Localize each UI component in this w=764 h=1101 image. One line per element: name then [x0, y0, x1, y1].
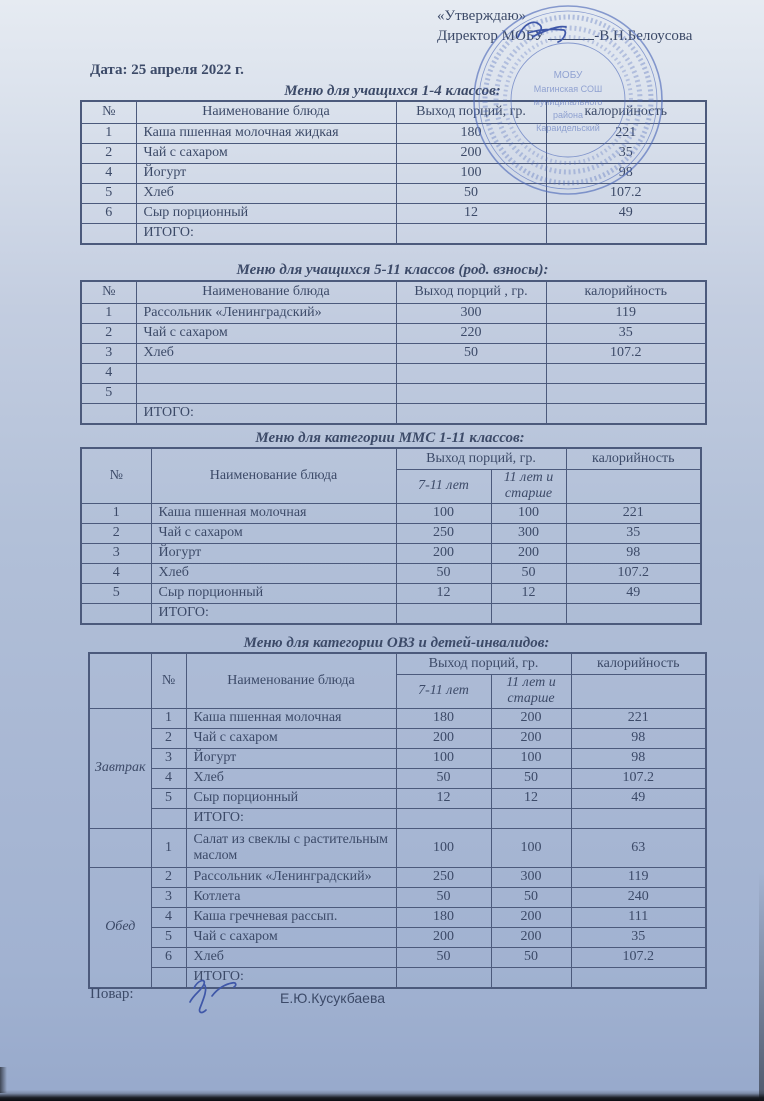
table-row: [81, 503, 701, 523]
table-cell: [546, 223, 706, 244]
dish-name-cell: Чай с сахаром: [186, 728, 396, 748]
table-cell: [571, 967, 706, 988]
col-header-out: Выход порций , гр.: [396, 281, 546, 303]
dish-name-cell: Чай с сахаром: [186, 927, 396, 947]
dish-name-cell: Йогурт: [136, 163, 396, 183]
col-header-out: Выход порций, гр.: [396, 101, 546, 123]
dish-name-cell: Каша пшенная молочная: [151, 503, 396, 523]
table-cell: 240: [571, 887, 706, 907]
table-cell: 200: [396, 543, 491, 563]
table-cell: 50: [396, 947, 491, 967]
table-cell: 12: [396, 203, 546, 223]
col-subheader-age2: 11 лет и старше: [491, 674, 571, 708]
table-cell: 107.2: [571, 947, 706, 967]
table-cell: 200: [491, 907, 571, 927]
dish-name-cell: Салат из свеклы с растительным маслом: [186, 828, 396, 867]
table-cell: 50: [396, 768, 491, 788]
table-cell: 200: [396, 143, 546, 163]
table-cell: 35: [546, 323, 706, 343]
table-cell: [396, 363, 546, 383]
stamp-line-5: Караидельский: [536, 123, 600, 133]
table-row: [81, 303, 706, 323]
dish-name-cell: [136, 363, 396, 383]
table-cell: [546, 403, 706, 424]
table-cell: 200: [491, 728, 571, 748]
table-row: [81, 523, 701, 543]
col-header-cal: калорийность: [546, 101, 706, 123]
menu3-title: Меню для категории ММС 1-11 классов:: [255, 430, 525, 446]
table-header-row: [81, 281, 706, 303]
director-label: Директор МОБУ: [437, 28, 545, 44]
dish-name-cell: Котлета: [186, 887, 396, 907]
stamp-line-1: МОБУ: [553, 70, 583, 81]
menu2-title: Меню для учащихся 5-11 классов (род. взносы):: [236, 262, 549, 278]
table-cell: 220: [396, 323, 546, 343]
table-cell: 300: [396, 303, 546, 323]
table-row: [81, 323, 706, 343]
table-cell: 50: [491, 563, 566, 583]
table-cell: 200: [396, 927, 491, 947]
col-header-name: Наименование блюда: [186, 653, 396, 708]
dish-name-cell: Йогурт: [151, 543, 396, 563]
approval-quote: «Утверждаю»: [437, 8, 527, 24]
col-header-name: Наименование блюда: [151, 448, 396, 503]
table-cell: 4: [81, 163, 136, 183]
table-cell: [571, 808, 706, 828]
table-cell: 221: [546, 123, 706, 143]
table-cell: 35: [566, 523, 701, 543]
dish-name-cell: Рассольник «Ленинградский»: [186, 867, 396, 887]
table-cell: 4: [81, 363, 136, 383]
table-row: [89, 927, 706, 947]
table-cell: [396, 223, 546, 244]
table-cell: 5: [81, 583, 151, 603]
table-cell: 200: [491, 543, 566, 563]
table-cell: 180: [396, 708, 491, 728]
table-cell: 111: [571, 907, 706, 927]
col-header-cal: калорийность: [571, 653, 706, 674]
stamp-line-3: муниципального: [533, 97, 603, 107]
table-cell: [546, 363, 706, 383]
table-row: [81, 223, 706, 244]
dish-name-cell: ИТОГО:: [151, 603, 396, 624]
menu-table-4: [88, 652, 707, 989]
table-cell: 100: [396, 828, 491, 867]
dish-name-cell: Сыр порционный: [151, 583, 396, 603]
table-cell: 50: [396, 183, 546, 203]
table-cell: 3: [81, 543, 151, 563]
table-cell: [396, 383, 546, 403]
date-line: Дата: 25 апреля 2022 г.: [90, 62, 244, 78]
dish-name-cell: ИТОГО:: [136, 403, 396, 424]
col-subheader-empty: [566, 469, 701, 503]
table-cell: [396, 403, 546, 424]
table-cell: [396, 603, 491, 624]
table-row: [89, 967, 706, 988]
photo-bottom-edge: [0, 1090, 764, 1101]
table-cell: 250: [396, 867, 491, 887]
table-row: [89, 728, 706, 748]
table-cell: 2: [81, 523, 151, 543]
table-cell: [81, 223, 136, 244]
table-cell: 49: [546, 203, 706, 223]
col-subheader-age1: 7-11 лет: [396, 674, 491, 708]
col-subheader-empty: [571, 674, 706, 708]
dish-name-cell: Хлеб: [151, 563, 396, 583]
table-cell: 221: [566, 503, 701, 523]
col-header-no: №: [81, 101, 136, 123]
table-cell: [396, 808, 491, 828]
dish-name-cell: Хлеб: [186, 947, 396, 967]
table-cell: 1: [81, 303, 136, 323]
table-cell: [81, 403, 136, 424]
table-cell: 200: [396, 728, 491, 748]
dish-name-cell: Чай с сахаром: [151, 523, 396, 543]
table-row: [81, 143, 706, 163]
col-header-cal: калорийность: [566, 448, 701, 469]
table-cell: 100: [491, 503, 566, 523]
table-cell: 250: [396, 523, 491, 543]
table-cell: 50: [491, 887, 571, 907]
table-cell: 119: [546, 303, 706, 323]
table-cell: 98: [546, 163, 706, 183]
table-header-row: [89, 653, 706, 674]
table-cell: [491, 808, 571, 828]
dish-name-cell: Сыр порционный: [136, 203, 396, 223]
table-cell: [491, 967, 571, 988]
table-cell: 5: [81, 183, 136, 203]
table-cell: [546, 383, 706, 403]
dish-name-cell: Рассольник «Ленинградский»: [136, 303, 396, 323]
menu1-title: Меню для учащихся 1-4 классов:: [284, 83, 501, 99]
table-cell: 5: [151, 927, 186, 947]
table-cell: 50: [491, 947, 571, 967]
stamp-line-2: Магинская СОШ: [533, 84, 603, 94]
col-header-name: Наименование блюда: [136, 281, 396, 303]
table-cell: 3: [151, 887, 186, 907]
meal-label-cell: Завтрак: [89, 708, 151, 828]
table-row: [81, 383, 706, 403]
col-header-out: Выход порций, гр.: [396, 653, 571, 674]
table-cell: [151, 808, 186, 828]
table-cell: 5: [151, 788, 186, 808]
table-row: [81, 403, 706, 424]
dish-name-cell: ИТОГО:: [136, 223, 396, 244]
col-header-out: Выход порций, гр.: [396, 448, 566, 469]
table-row: [89, 708, 706, 728]
table-cell: 100: [396, 748, 491, 768]
table-cell: 12: [491, 583, 566, 603]
table-row: [89, 768, 706, 788]
table-cell: 221: [571, 708, 706, 728]
menu-table-2: [80, 280, 707, 425]
dish-name-cell: ИТОГО:: [186, 808, 396, 828]
photo-left-edge: [0, 1067, 7, 1093]
dish-name-cell: Хлеб: [186, 768, 396, 788]
menu-table-1: [80, 100, 707, 245]
stamp-line-4: района: [552, 110, 584, 120]
table-cell: 12: [396, 583, 491, 603]
dish-name-cell: Чай с сахаром: [136, 143, 396, 163]
dish-name-cell: Хлеб: [136, 343, 396, 363]
table-cell: 12: [491, 788, 571, 808]
table-cell: 107.2: [566, 563, 701, 583]
table-cell: 180: [396, 907, 491, 927]
col-header-no: №: [151, 653, 186, 708]
table-cell: 100: [491, 828, 571, 867]
table-cell: 1: [81, 503, 151, 523]
table-cell: 100: [396, 503, 491, 523]
table-cell: 2: [81, 143, 136, 163]
table-cell: 50: [396, 563, 491, 583]
col-header-meal: [89, 653, 151, 708]
col-header-name: Наименование блюда: [136, 101, 396, 123]
table-cell: 1: [81, 123, 136, 143]
table-row: [81, 163, 706, 183]
table-cell: 3: [151, 748, 186, 768]
table-cell: 1: [151, 708, 186, 728]
table-cell: [491, 603, 566, 624]
col-subheader-age2: 11 лет и старше: [491, 469, 566, 503]
table-row: [89, 828, 706, 867]
table-row: [81, 123, 706, 143]
table-cell: [566, 603, 701, 624]
table-cell: 107.2: [571, 768, 706, 788]
dish-name-cell: ИТОГО:: [186, 967, 396, 988]
table-cell: 100: [396, 163, 546, 183]
table-cell: 50: [396, 343, 546, 363]
table-row: [81, 583, 701, 603]
table-cell: 4: [151, 907, 186, 927]
col-header-cal: калорийность: [546, 281, 706, 303]
table-header-row: [81, 448, 701, 469]
table-cell: 200: [491, 708, 571, 728]
table-row: [81, 543, 701, 563]
table-row: [81, 343, 706, 363]
table-row: [81, 363, 706, 383]
table-cell: [151, 967, 186, 988]
table-cell: 6: [151, 947, 186, 967]
dish-name-cell: Каша гречневая рассып.: [186, 907, 396, 927]
table-cell: 3: [81, 343, 136, 363]
table-row: [81, 203, 706, 223]
col-header-no: №: [81, 281, 136, 303]
table-row: [89, 867, 706, 887]
table-cell: 35: [546, 143, 706, 163]
table-cell: 2: [81, 323, 136, 343]
table-cell: 300: [491, 523, 566, 543]
table-row: [89, 887, 706, 907]
table-cell: 98: [566, 543, 701, 563]
table-row: [81, 183, 706, 203]
table-cell: 300: [491, 867, 571, 887]
table-row: [81, 603, 701, 624]
table-header-row: [81, 101, 706, 123]
table-cell: 98: [571, 728, 706, 748]
dish-name-cell: Сыр порционный: [186, 788, 396, 808]
cook-name: Е.Ю.Кусукбаева: [280, 990, 386, 1006]
table-cell: 200: [491, 927, 571, 947]
table-cell: 63: [571, 828, 706, 867]
dish-name-cell: Хлеб: [136, 183, 396, 203]
col-subheader-age1: 7-11 лет: [396, 469, 491, 503]
dish-name-cell: Каша пшенная молочная: [186, 708, 396, 728]
approval-block: [437, 6, 692, 46]
cook-label: Повар:: [90, 986, 134, 1002]
table-row: [89, 748, 706, 768]
table-cell: 50: [491, 768, 571, 788]
col-header-no: №: [81, 448, 151, 503]
table-row: [89, 808, 706, 828]
dish-name-cell: Каша пшенная молочная жидкая: [136, 123, 396, 143]
table-cell: 1: [151, 828, 186, 867]
table-row: [89, 907, 706, 927]
table-cell: 2: [151, 728, 186, 748]
table-cell: 5: [81, 383, 136, 403]
table-cell: [396, 967, 491, 988]
table-row: [89, 947, 706, 967]
table-cell: 4: [151, 768, 186, 788]
table-cell: 107.2: [546, 343, 706, 363]
photo-right-edge: [759, 871, 764, 1101]
table-cell: 49: [571, 788, 706, 808]
signature-blank-line: [548, 26, 594, 40]
table-cell: 107.2: [546, 183, 706, 203]
table-cell: 6: [81, 203, 136, 223]
table-cell: 50: [396, 887, 491, 907]
dish-name-cell: [136, 383, 396, 403]
menu4-title: Меню для категории ОВЗ и детей-инвалидов:: [243, 635, 550, 651]
table-cell: 180: [396, 123, 546, 143]
table-cell: 35: [571, 927, 706, 947]
table-cell: 100: [491, 748, 571, 768]
dish-name-cell: Йогурт: [186, 748, 396, 768]
table-row: [89, 788, 706, 808]
meal-label-cell: Обед: [89, 867, 151, 988]
approval-director-line: [437, 26, 692, 46]
meal-label-cell: [89, 828, 151, 867]
table-row: [81, 563, 701, 583]
table-cell: 12: [396, 788, 491, 808]
director-name: -В.Н.Белоусова: [594, 28, 693, 44]
menu-table-3: [80, 447, 702, 625]
table-cell: 49: [566, 583, 701, 603]
table-cell: [81, 603, 151, 624]
table-cell: 2: [151, 867, 186, 887]
table-cell: 98: [571, 748, 706, 768]
dish-name-cell: Чай с сахаром: [136, 323, 396, 343]
table-cell: 4: [81, 563, 151, 583]
table-cell: 119: [571, 867, 706, 887]
